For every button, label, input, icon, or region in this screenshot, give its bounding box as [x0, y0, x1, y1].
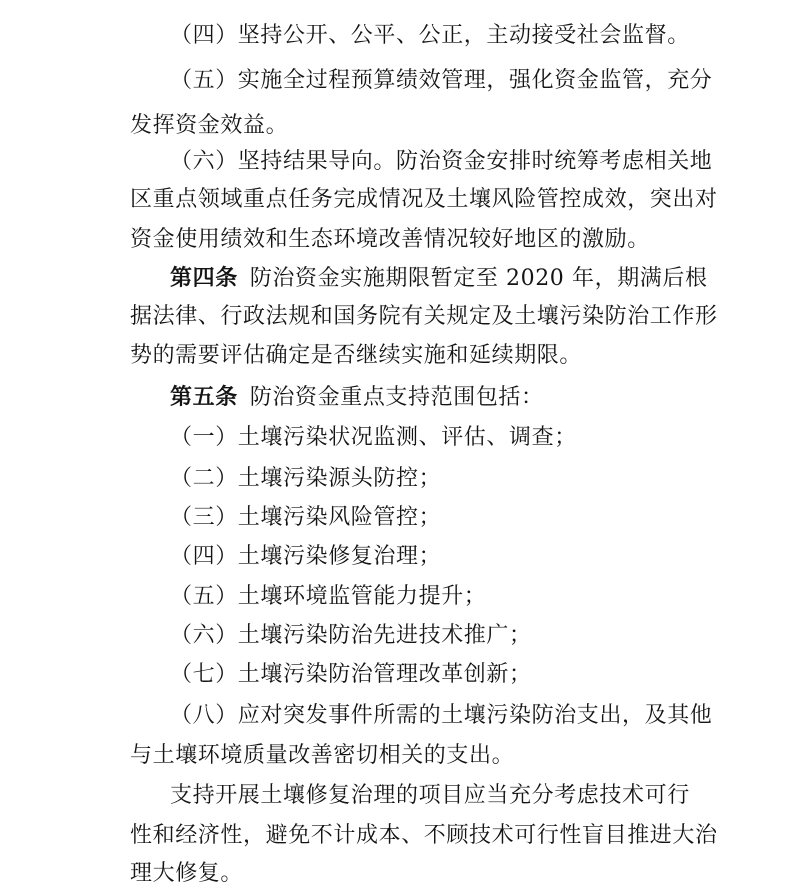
text-line: 发挥资金效益。 [130, 113, 289, 138]
text-line: 防治资金重点支持范围包括： [249, 385, 544, 410]
article-line [170, 383, 544, 411]
text-line: 资金使用绩效和生态环境改善情况较好地区的激励。 [130, 227, 650, 252]
article-line [170, 264, 708, 292]
text-line: 据法律、行政法规和国务院有关规定及土壤污染防治工作形 [130, 304, 718, 329]
article-heading: 第五条 [170, 384, 238, 410]
text-line: （六）坚持结果导向。防治资金安排时统筹考虑相关地 [170, 149, 713, 174]
text-line: 势的需要评估确定是否继续实施和延续期限。 [130, 343, 583, 368]
list-item: （七）土壤污染防治管理改革创新； [170, 662, 532, 687]
text-line: 理大修复。 [130, 861, 244, 886]
list-item: （六）土壤污染防治先进技术推广； [170, 623, 532, 648]
list-item: （四）土壤污染修复治理； [170, 544, 442, 569]
text-line: 防治资金实施期限暂定至 2020 年，期满后根 [249, 266, 708, 291]
text-line: 与土壤环境质量改善密切相关的支出。 [130, 743, 515, 768]
list-item: （二）土壤污染源头防控； [170, 466, 442, 491]
list-item: （五）土壤环境监管能力提升； [170, 584, 487, 609]
article-heading: 第四条 [170, 265, 238, 291]
text-line: 区重点领域重点任务完成情况及土壤风险管控成效，突出对 [130, 187, 718, 212]
list-item: （八）应对突发事件所需的土壤污染防治支出，及其他 [170, 703, 713, 728]
text-line: （五）实施全过程预算绩效管理，强化资金监管，充分 [170, 68, 713, 93]
text-line: 支持开展土壤修复治理的项目应当充分考虑技术可行 [170, 783, 690, 808]
text-line: 性和经济性，避免不计成本、不顾技术可行性盲目推进大治 [130, 823, 718, 848]
list-item: （三）土壤污染风险管控； [170, 505, 442, 530]
text-line: （四）坚持公开、公平、公正，主动接受社会监督。 [170, 23, 690, 48]
list-item: （一）土壤污染状况监测、评估、调查； [170, 425, 577, 450]
